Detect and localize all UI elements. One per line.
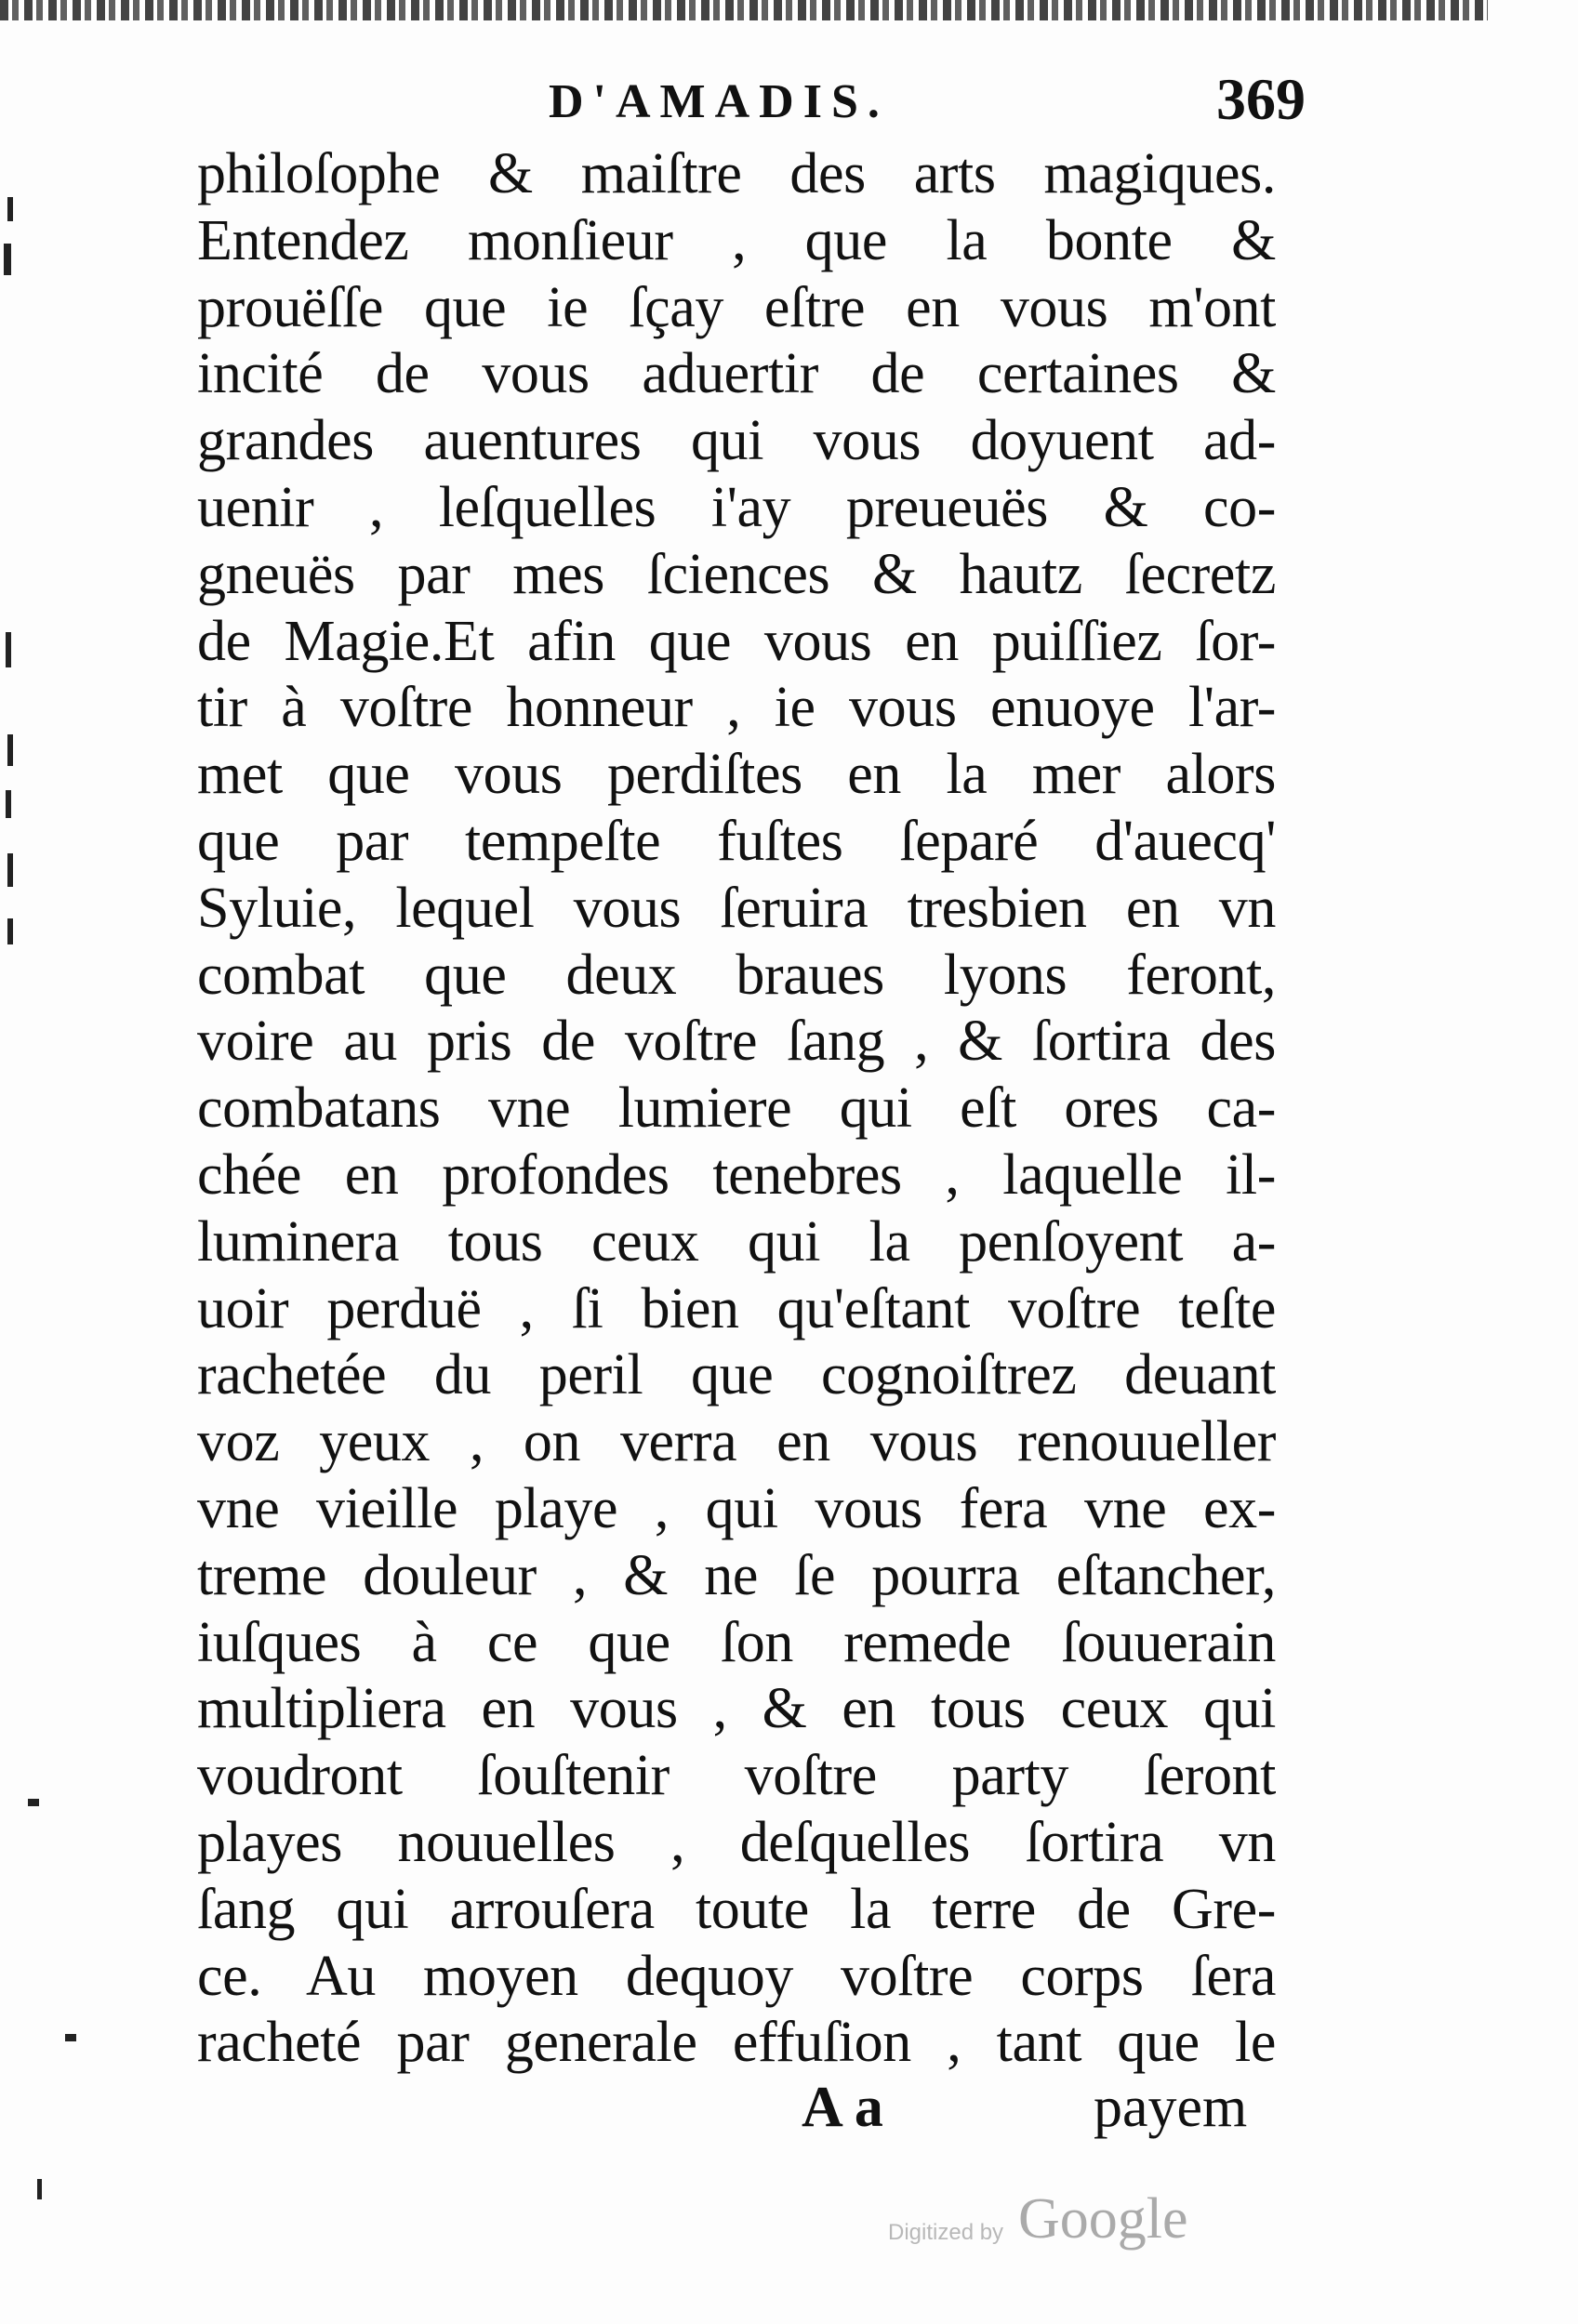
text-line: rachetée du peril que cognoiſtrez deuant	[197, 1343, 1276, 1407]
margin-speck	[65, 2034, 76, 2041]
text-line: multipliera en vous , & en tous ceux qui	[197, 1677, 1276, 1741]
text-line: ſang qui arrouſera toute la terre de Gre-	[197, 1877, 1276, 1941]
text-line: gneuës par mes ſciences & hautz ſecretz	[197, 542, 1276, 606]
margin-speck	[7, 197, 13, 221]
margin-speck	[4, 244, 11, 275]
text-line: chée en profondes tenebres , laquelle il-	[197, 1142, 1276, 1207]
margin-speck	[6, 632, 11, 667]
text-line: racheté par generale effuſion , tant que le	[197, 2011, 1276, 2075]
text-line: luminera tous ceux qui la penſoyent a-	[197, 1209, 1276, 1274]
text-line: uenir , leſquelles i'ay preueuës & co-	[197, 475, 1276, 539]
margin-speck	[7, 734, 13, 766]
text-line: treme douleur , & ne ſe pourra eſtancher,	[197, 1543, 1276, 1607]
text-line: vne vieille playe , qui vous fera vne ex-	[197, 1476, 1276, 1540]
page-number: 369	[1216, 66, 1306, 132]
signature-mark: A a	[802, 2076, 883, 2139]
running-head: D'AMADIS.	[549, 75, 889, 128]
text-line: prouëſſe que ie ſçay eſtre en vous m'ont	[197, 275, 1276, 339]
text-line: voz yeux , on verra en vous renouueller	[197, 1410, 1276, 1474]
text-line: voire au pris de voſtre ſang , & ſortira des	[197, 1010, 1276, 1074]
margin-speck	[28, 1799, 39, 1806]
body-text	[197, 141, 1276, 2077]
text-line: de Magie.Et afin que vous en puiſſiez ſor-	[197, 609, 1276, 673]
text-line: philoſophe & maiſtre des arts magiques.	[197, 142, 1276, 205]
text-line: que par tempeſte fuſtes ſeparé d'auecq'	[197, 809, 1276, 873]
text-line: met que vous perdiſtes en la mer alors	[197, 743, 1276, 807]
text-line: Syluie, lequel vous ſeruira tresbien en vn	[197, 876, 1276, 940]
text-line: tir à voſtre honneur , ie vous enuoye l'ar-	[197, 676, 1276, 740]
text-line: playes nouuelles , deſquelles ſortira vn	[197, 1810, 1276, 1874]
text-line: combatans vne lumiere qui eſt ores ca-	[197, 1076, 1276, 1141]
text-line: incité de vous aduertir de certaines &	[197, 342, 1276, 406]
text-line: iuſques à ce que ſon remede ſouuerain	[197, 1610, 1276, 1674]
margin-speck	[6, 790, 11, 818]
margin-speck	[37, 2179, 42, 2199]
text-line: Entendez monſieur , que la bonte &	[197, 208, 1276, 272]
text-line: uoir perduë , ſi bien qu'eſtant voſtre teſte	[197, 1276, 1276, 1340]
page-footer	[0, 2075, 1578, 2149]
google-logo: Google	[1018, 2187, 1188, 2251]
left-margin-artifacts	[0, 0, 56, 2324]
text-line: grandes auentures qui vous doyuent ad-	[197, 409, 1276, 473]
page-header	[0, 58, 1578, 141]
text-line: combat que deux braues lyons feront,	[197, 943, 1276, 1007]
catchword: payem	[1094, 2076, 1248, 2139]
margin-speck	[7, 853, 13, 887]
scan-edge-artifact	[0, 0, 1488, 20]
margin-speck	[7, 918, 13, 944]
watermark-prefix: Digitized by	[888, 2220, 1004, 2245]
text-line: ce. Au moyen dequoy voſtre corps ſera	[197, 1944, 1276, 2008]
text-line: voudront ſouſtenir voſtre party ſeront	[197, 1744, 1276, 1808]
